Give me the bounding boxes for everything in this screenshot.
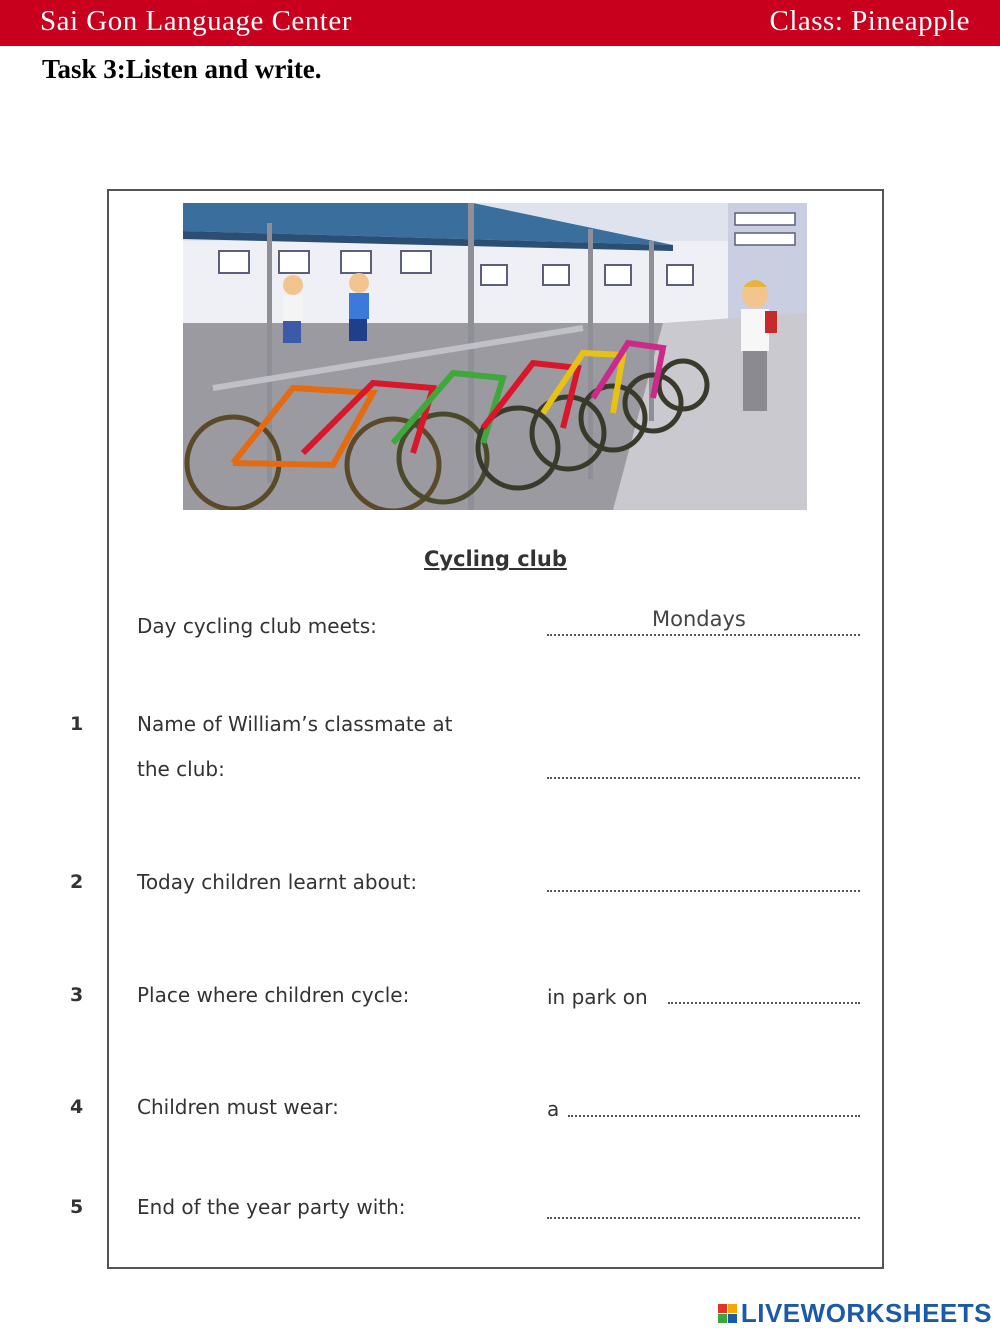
- question-number: 1: [70, 713, 84, 735]
- header-banner: [0, 0, 1000, 46]
- question-label: Children must wear:: [137, 1095, 339, 1119]
- question-number: 5: [70, 1196, 84, 1218]
- class-label: Class: Pineapple: [769, 5, 970, 37]
- question-label: Name of William’s classmate at: [137, 712, 453, 736]
- answer-input-1[interactable]: [547, 773, 860, 779]
- answer-prefix: a: [547, 1097, 560, 1121]
- worksheet-title: Cycling club: [424, 547, 567, 571]
- question-number: 2: [70, 871, 84, 893]
- answer-prefix: in park on: [547, 985, 648, 1009]
- question-label: Today children learnt about:: [137, 870, 418, 894]
- question-number: 3: [70, 984, 84, 1006]
- answer-input-2[interactable]: [547, 886, 860, 892]
- question-number: 4: [70, 1096, 84, 1118]
- school-name: Sai Gon Language Center: [40, 5, 352, 37]
- liveworksheets-logo-icon: [718, 1304, 737, 1323]
- bike-rack-illustration: [183, 203, 807, 510]
- example-label: Day cycling club meets:: [137, 614, 377, 638]
- question-label: Place where children cycle:: [137, 983, 410, 1007]
- answer-input-5[interactable]: [547, 1213, 860, 1219]
- brand-name: LIVEWORKSHEETS: [740, 1297, 992, 1328]
- liveworksheets-logo: [718, 1298, 992, 1328]
- example-answer: Mondays: [652, 607, 746, 631]
- task-instruction: Task 3:Listen and write.: [42, 54, 322, 84]
- question-label: End of the year party with:: [137, 1195, 406, 1219]
- question-label-continued: the club:: [137, 757, 225, 781]
- answer-input-4[interactable]: [568, 1111, 860, 1117]
- answer-input-3[interactable]: [668, 998, 860, 1004]
